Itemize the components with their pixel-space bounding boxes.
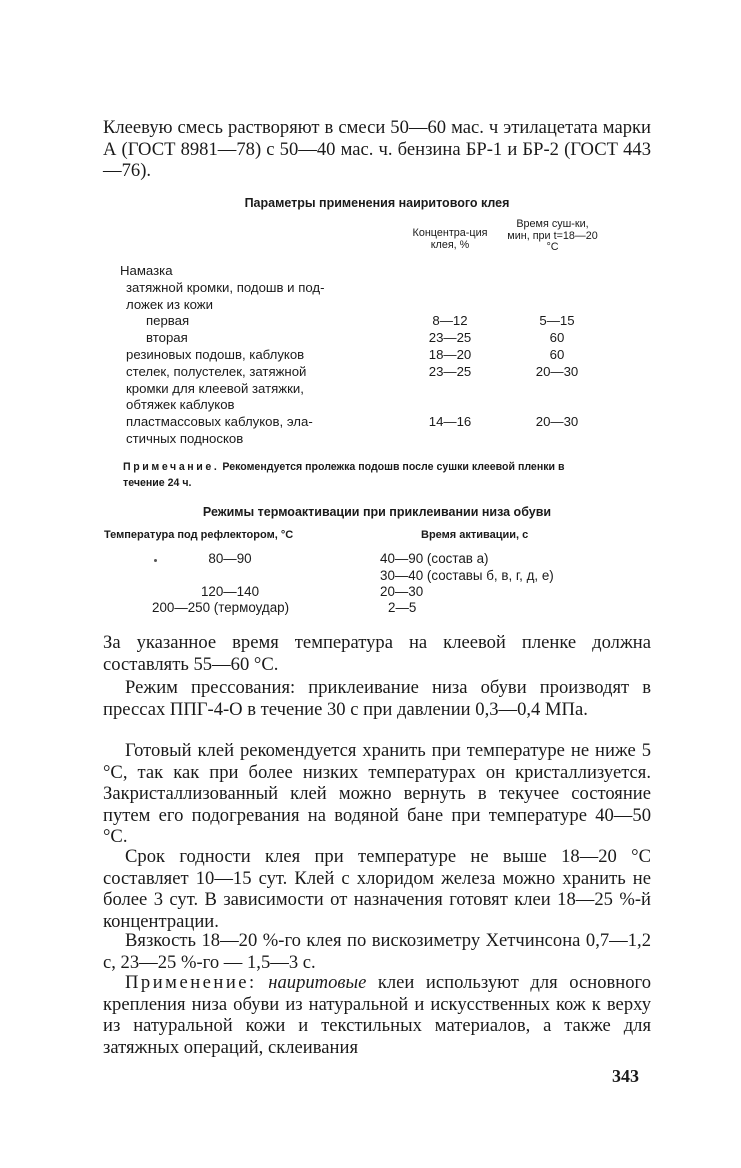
table1-drying-time: 60 — [549, 347, 565, 362]
application-text-lead: наиритовые — [268, 972, 367, 993]
table1-row — [120, 347, 590, 363]
paragraph-viscosity: Вязкость 18—20 %-го клея по вискозиметру Хетчинсона 0,7—1,2 с, 23—25 %-го — 1,5—3 с. — [103, 930, 651, 973]
table1-row-label: стичных подносков — [126, 431, 244, 446]
table1-drying-time: 5—15 — [539, 313, 575, 329]
table1-concentration: 8—12 — [432, 313, 468, 329]
table2-row1-temp: 80—90 — [208, 551, 252, 566]
table1-row — [120, 381, 590, 397]
table2-caption: Режимы термоактивации при приклеивании низа обуви — [202, 505, 552, 519]
table2-row3-time: 20—30 — [380, 584, 424, 599]
table2-row4-temp: 200—250 (термоудар) — [152, 600, 290, 615]
table1-row-label: стелек, полустелек, затяжной — [126, 363, 307, 379]
table1-row-label: резиновых подошв, каблуков — [126, 347, 305, 362]
table1-row — [120, 297, 590, 313]
table1-note — [123, 459, 593, 491]
table1-caption: Параметры применения наиритового клея — [244, 196, 510, 210]
table1-row — [120, 364, 590, 380]
application-label: Применение: — [125, 972, 257, 993]
table1-row-label: Намазка — [120, 263, 173, 278]
table2-col1-header: Температура под рефлектором, °С — [104, 529, 294, 541]
bullet-dot — [154, 559, 157, 562]
table1-col2-header: Время суш-ки, мин, при t=18—20 °С — [507, 218, 598, 253]
table1-row-label: затяжной кромки, подошв и под- — [126, 279, 325, 295]
table1-row-label: вторая — [146, 330, 188, 346]
table1-row — [120, 330, 590, 346]
table1-row-label: кромки для клеевой затяжки, — [126, 380, 304, 396]
table1-row-label: ложек из кожи — [126, 296, 213, 312]
table1-concentration: 18—20 — [428, 347, 472, 362]
table1-row — [120, 414, 590, 430]
table2-col2-header: Время активации, с — [421, 529, 529, 541]
note-text: Рекомендуется пролежка подошв после сушки клеевой пленки в течение 24 ч. — [123, 461, 565, 489]
table2-row3-temp: 120—140 — [200, 584, 260, 599]
table1-drying-time: 60 — [549, 330, 565, 346]
table1-row — [120, 431, 590, 447]
table1-row — [120, 280, 590, 296]
table1-row-label: обтяжек каблуков — [126, 397, 235, 413]
table1-col1-header: Концентра-ция клея, % — [412, 227, 488, 251]
intro-paragraph: Клеевую смесь растворяют в смеси 50—60 мас. ч этилацетата марки А (ГОСТ 8981—78) с 50—40 мас. ч. бензина БР-1 и БР-2 (ГОСТ 443—76). — [103, 117, 651, 181]
paragraph-pressing: Режим прессования: приклеивание низа обуви производят в прессах ППГ-4-О в течение 30 с при давлении 0,3—0,4 МПа. — [103, 677, 651, 720]
application-text-rest: клеи используют для основного крепления низа обуви из натуральной и искусственных кож к верху из натуральной кожи и текстильных материалов, а также для затяжных операций, склеивания — [103, 972, 652, 1058]
table1-concentration: 14—16 — [428, 414, 472, 430]
table1-row — [120, 263, 590, 279]
page-number: 343 — [612, 1066, 639, 1086]
note-label: Примечание. — [123, 461, 220, 473]
table1-row — [120, 313, 590, 329]
table1-row-label: первая — [146, 313, 190, 329]
table1-row — [120, 397, 590, 413]
table2-row4-time: 2—5 — [388, 600, 417, 615]
table1-drying-time: 20—30 — [535, 363, 579, 379]
paragraph-application — [103, 972, 651, 1058]
table1-concentration: 23—25 — [428, 330, 472, 346]
paragraph-temperature: За указанное время температура на клеевой пленке должна составлять 55—60 °С. — [103, 632, 651, 675]
paragraph-shelf-life: Срок годности клея при температуре не выше 18—20 °С составляет 10—15 сут. Клей с хлоридом железа можно хранить не более 3 сут. В зависимости от назначения готовят клеи 18—25 %-й концентрации. — [103, 846, 651, 932]
table2-row1-time: 40—90 (состав а) — [380, 551, 489, 566]
paragraph-storage: Готовый клей рекомендуется хранить при температуре не ниже 5 °С, так как при более низких температурах он кристаллизуется. Закристаллизованный клей можно вернуть в текучее состояние путем его подогревания на водяной бане при температуре 40—50 °С. — [103, 740, 651, 847]
table2-row2-time: 30—40 (составы б, в, г, д, е) — [380, 568, 554, 583]
table1-concentration: 23—25 — [428, 363, 472, 379]
table1-row-label: пластмассовых каблуков, эла- — [126, 414, 313, 430]
table1-drying-time: 20—30 — [535, 414, 579, 430]
